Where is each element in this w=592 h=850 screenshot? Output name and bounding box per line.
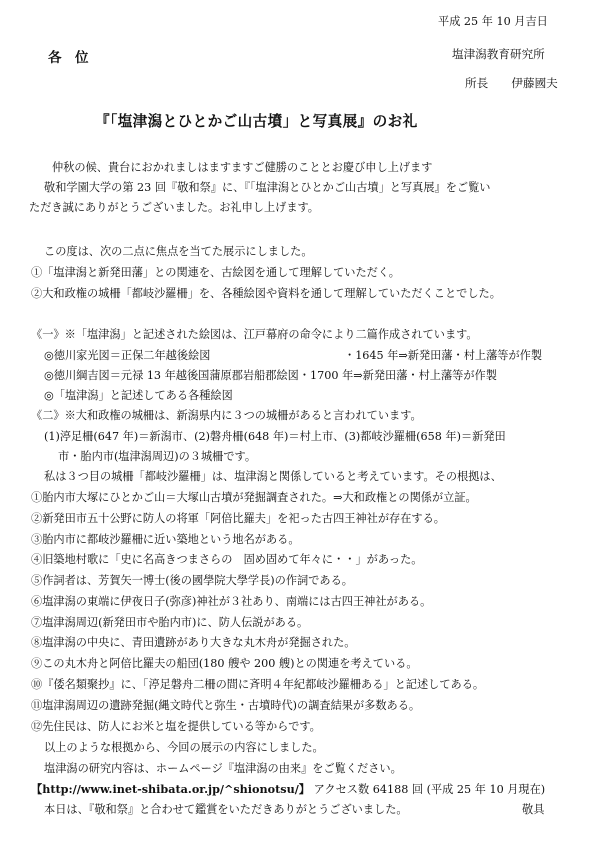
section1-heading: 《一》※「塩津潟」と記述された絵図は、江戸幕府の命令により二篇作成されています。 [31, 328, 478, 341]
section1-item-3: ◎「塩津潟」と記述してある各種絵図 [44, 389, 233, 402]
closing-thanks: 本日は、『敬和祭』と合わせて鑑賞をいただきありがとうございました。 [44, 803, 408, 816]
addressee: 各 位 [48, 50, 89, 66]
section1-item-1-left: ◎徳川家光図＝正保二年越後絵図 [44, 349, 211, 362]
letter-date: 平成 25 年 10 月吉日 [438, 15, 548, 28]
homepage-link[interactable]: 【http://www.inet-shibata.or.jp/^shionotsu/】 [31, 782, 310, 796]
closing-line-1: 以上のような根拠から、今回の展示の内容にしました。 [44, 741, 324, 754]
signoff: 敬具 [522, 803, 545, 816]
evidence-item: ⑤作詞者は、芳賀矢一博士(後の國學院大學学長)の作詞である。 [31, 574, 353, 587]
evidence-item: ⑥塩津潟の東端に伊夜日子(弥彦)神社が３社あり、南端には古四王神社がある。 [31, 595, 432, 608]
focus-point-2: ②大和政権の城柵「都岐沙羅柵」を、各種絵図や資料を通して理解していただくことでした。 [31, 287, 501, 300]
access-count: アクセス数 64188 回 [313, 783, 424, 796]
evidence-item: ⑪塩津潟周辺の遺跡発掘(縄文時代と弥生・古墳時代)の調査結果が多数ある。 [31, 699, 421, 712]
director-name: 所長 伊藤國夫 [465, 76, 558, 90]
evidence-item: ⑧塩津潟の中央に、青田遺跡があり大きな丸木舟が発掘された。 [31, 636, 356, 649]
section1-item-2: ◎徳川綱吉図＝元禄 13 年越後国蒲原郡岩船郡絵図・1700 年⇒新発田藩・村上藩等が作製 [44, 369, 497, 382]
evidence-lead: 私は３つ目の城柵「都岐沙羅柵」は、塩津潟と関係していると考えています。その根拠は、 [44, 470, 502, 483]
letter-title: 『「塩津潟とひとかご山古墳」と写真展』のお礼 [95, 113, 418, 130]
evidence-item: ③胎内市に都岐沙羅柵に近い築地という地名がある。 [31, 533, 300, 546]
evidence-item: ⑦塩津潟周辺(新発田市や胎内市)に、防人伝説がある。 [31, 616, 309, 629]
focus-point-1: ①「塩津潟と新発田藩」との関連を、古絵図を通して理解していただく。 [31, 266, 400, 279]
closing-line-2: 塩津潟の研究内容は、ホームページ『塩津潟の由来』をご覧ください。 [44, 762, 402, 775]
intro-line-2: 敬和学園大学の第 23 回『敬和祭』に、『「塩津潟とひとかご山古墳」と写真展』をご覧い [44, 181, 491, 194]
intro-line-3: ただき誠にありがとうございました。お礼申し上げます。 [29, 201, 319, 214]
intro-line-1: 仲秋の候、貴台におかれましはますますご健勝のこととお慶び申し上げます [52, 161, 433, 174]
evidence-item: ⑨この丸木舟と阿倍比羅夫の船団(180 艘や 200 艘)との関連を考えている。 [31, 657, 418, 670]
focus-lead: この度は、次の二点に焦点を当てた展示にしました。 [44, 245, 313, 258]
section2-line-2: 市・胎内市(塩津潟周辺)の３城柵です。 [58, 450, 257, 463]
section2-line-1: (1)渟足柵(647 年)＝新潟市、(2)磐舟柵(648 年)＝村上市、(3)都岐沙羅柵(658 年)＝新発田 [44, 430, 506, 443]
evidence-item: ⑩『倭名類聚抄』に、「渟足磐舟二柵の間に斉明４年紀都岐沙羅柵ある」と記述してある。 [31, 678, 485, 691]
evidence-item: ①胎内市大塚にひとかご山＝大塚山古墳が発掘調査された。⇒大和政権との関係が立証。 [31, 491, 477, 504]
evidence-item: ④旧築地村歌に「史に名高きつまさらの 固め固めて年々に・・」があった。 [31, 553, 423, 566]
evidence-item: ⑫先住民は、防人にお米と塩を提供している等からです。 [31, 720, 321, 733]
evidence-item: ②新発田市五十公野に防人の将軍「阿倍比羅夫」を祀った古四王神社が存在する。 [31, 512, 445, 525]
section1-item-1-right: ・1645 年⇒新発田藩・村上藩等が作製 [344, 349, 543, 362]
access-count-date: (平成 25 年 10 月現在) [426, 783, 546, 796]
section2-heading: 《二》※大和政権の城柵は、新潟県内に３つの城柵があると言われています。 [31, 409, 422, 422]
organization-name: 塩津潟教育研究所 [452, 47, 545, 61]
closing-url-row [31, 782, 545, 797]
